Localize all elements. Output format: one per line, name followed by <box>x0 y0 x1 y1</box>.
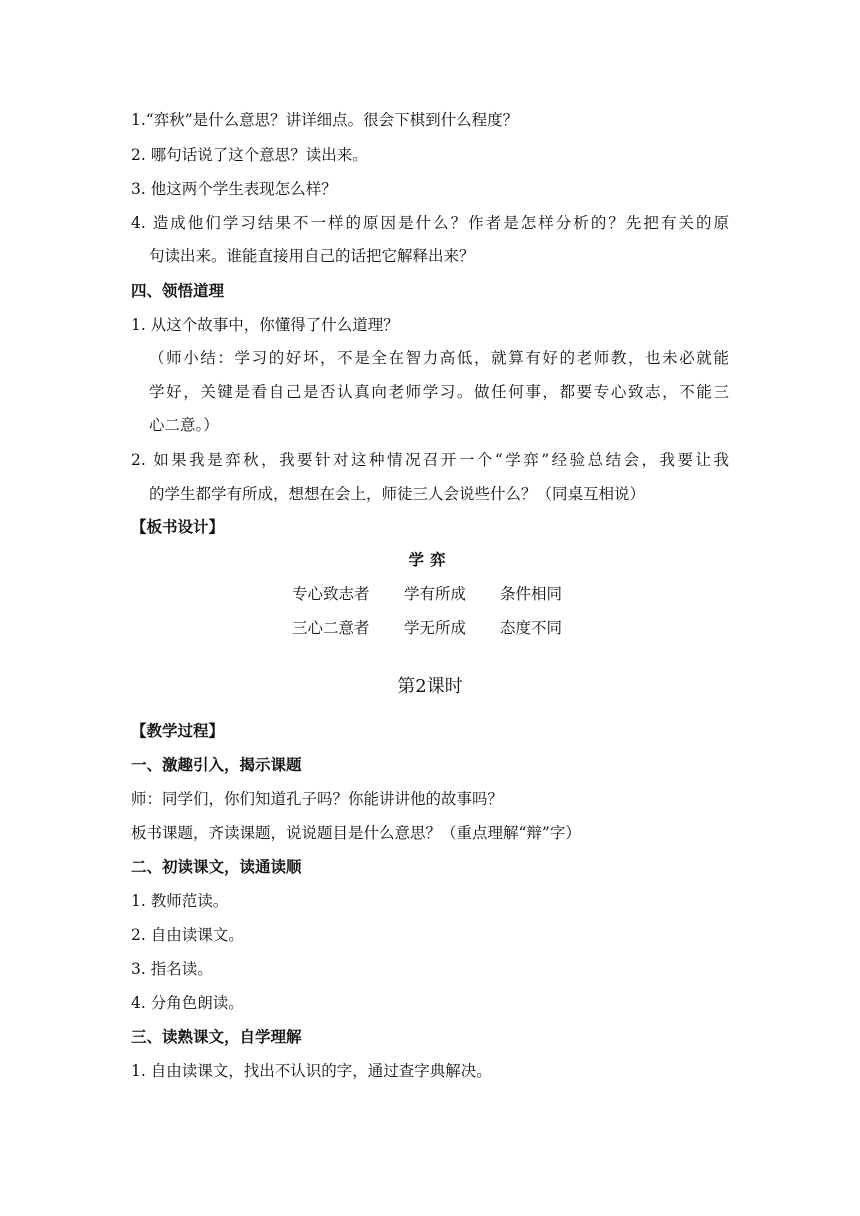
question-3: 3. 他这两个学生表现怎么样？ <box>131 180 337 198</box>
list-item: 4. 分角色朗读。 <box>131 994 244 1012</box>
board-cell: 条件相同 <box>500 585 563 603</box>
list-item: 1. 自由读课文，找出不认识的字，通过查字典解决。 <box>131 1062 492 1080</box>
board-row <box>292 617 592 639</box>
board-cell: 学无所成 <box>404 619 467 637</box>
section-heading-understand: 四、领悟道理 <box>131 282 225 300</box>
list-item: 3. 指名读。 <box>131 960 213 978</box>
list-item: 2. 自由读课文。 <box>131 926 244 944</box>
intro-line-1: 师：同学们，你们知道孔子吗？你能讲讲他的故事吗？ <box>131 790 504 808</box>
teacher-summary-line-1: （师小结：学习的好坏，不是全在智力高低，就算有好的老师教，也未必就能 <box>149 349 729 367</box>
board-title: 学弈 <box>408 551 452 569</box>
board-cell: 三心二意者 <box>292 619 370 637</box>
section-heading-first-reading: 二、初读课文，读通读顺 <box>131 858 302 876</box>
board-cell: 学有所成 <box>404 585 467 603</box>
question-2: 2. 哪句话说了这个意思？读出来。 <box>131 146 368 164</box>
teaching-process-heading: 【教学过程】 <box>131 722 225 740</box>
understand-question-2-line-2: 的学生都学有所成，想想在会上，师徒三人会说些什么？（同桌互相说） <box>149 485 646 503</box>
teacher-summary-line-2: 学好，关键是看自己是否认真向老师学习。做任何事，都要专心致志，不能三 <box>149 383 729 401</box>
board-cell: 专心致志者 <box>292 585 370 603</box>
board-cell: 态度不同 <box>500 619 563 637</box>
board-design-heading: 【板书设计】 <box>131 518 225 536</box>
lesson-2-title: 第2课时 <box>397 676 463 697</box>
teacher-summary-line-3: 心二意。） <box>149 416 219 434</box>
question-4-line-2: 句读出来。谁能直接用自己的话把它解释出来？ <box>149 247 475 265</box>
section-heading-self-study: 三、读熟课文，自学理解 <box>131 1028 302 1046</box>
understand-question-2-line-1: 2. 如果我是弈秋，我要针对这种情况召开一个“学弈”经验总结会，我要让我 <box>131 451 729 469</box>
list-item: 1. 教师范读。 <box>131 892 229 910</box>
intro-line-2: 板书课题，齐读课题，说说题目是什么意思？（重点理解“辩”字） <box>131 824 581 842</box>
question-1: 1.“弈秋”是什么意思？讲详细点。很会下棋到什么程度？ <box>131 111 519 129</box>
understand-question-1: 1. 从这个故事中，你懂得了什么道理？ <box>131 316 399 334</box>
board-row <box>292 583 592 605</box>
question-4-line-1: 4. 造成他们学习结果不一样的原因是什么？作者是怎样分析的？先把有关的原 <box>131 214 729 232</box>
section-heading-intro: 一、激趣引入，揭示课题 <box>131 756 302 774</box>
